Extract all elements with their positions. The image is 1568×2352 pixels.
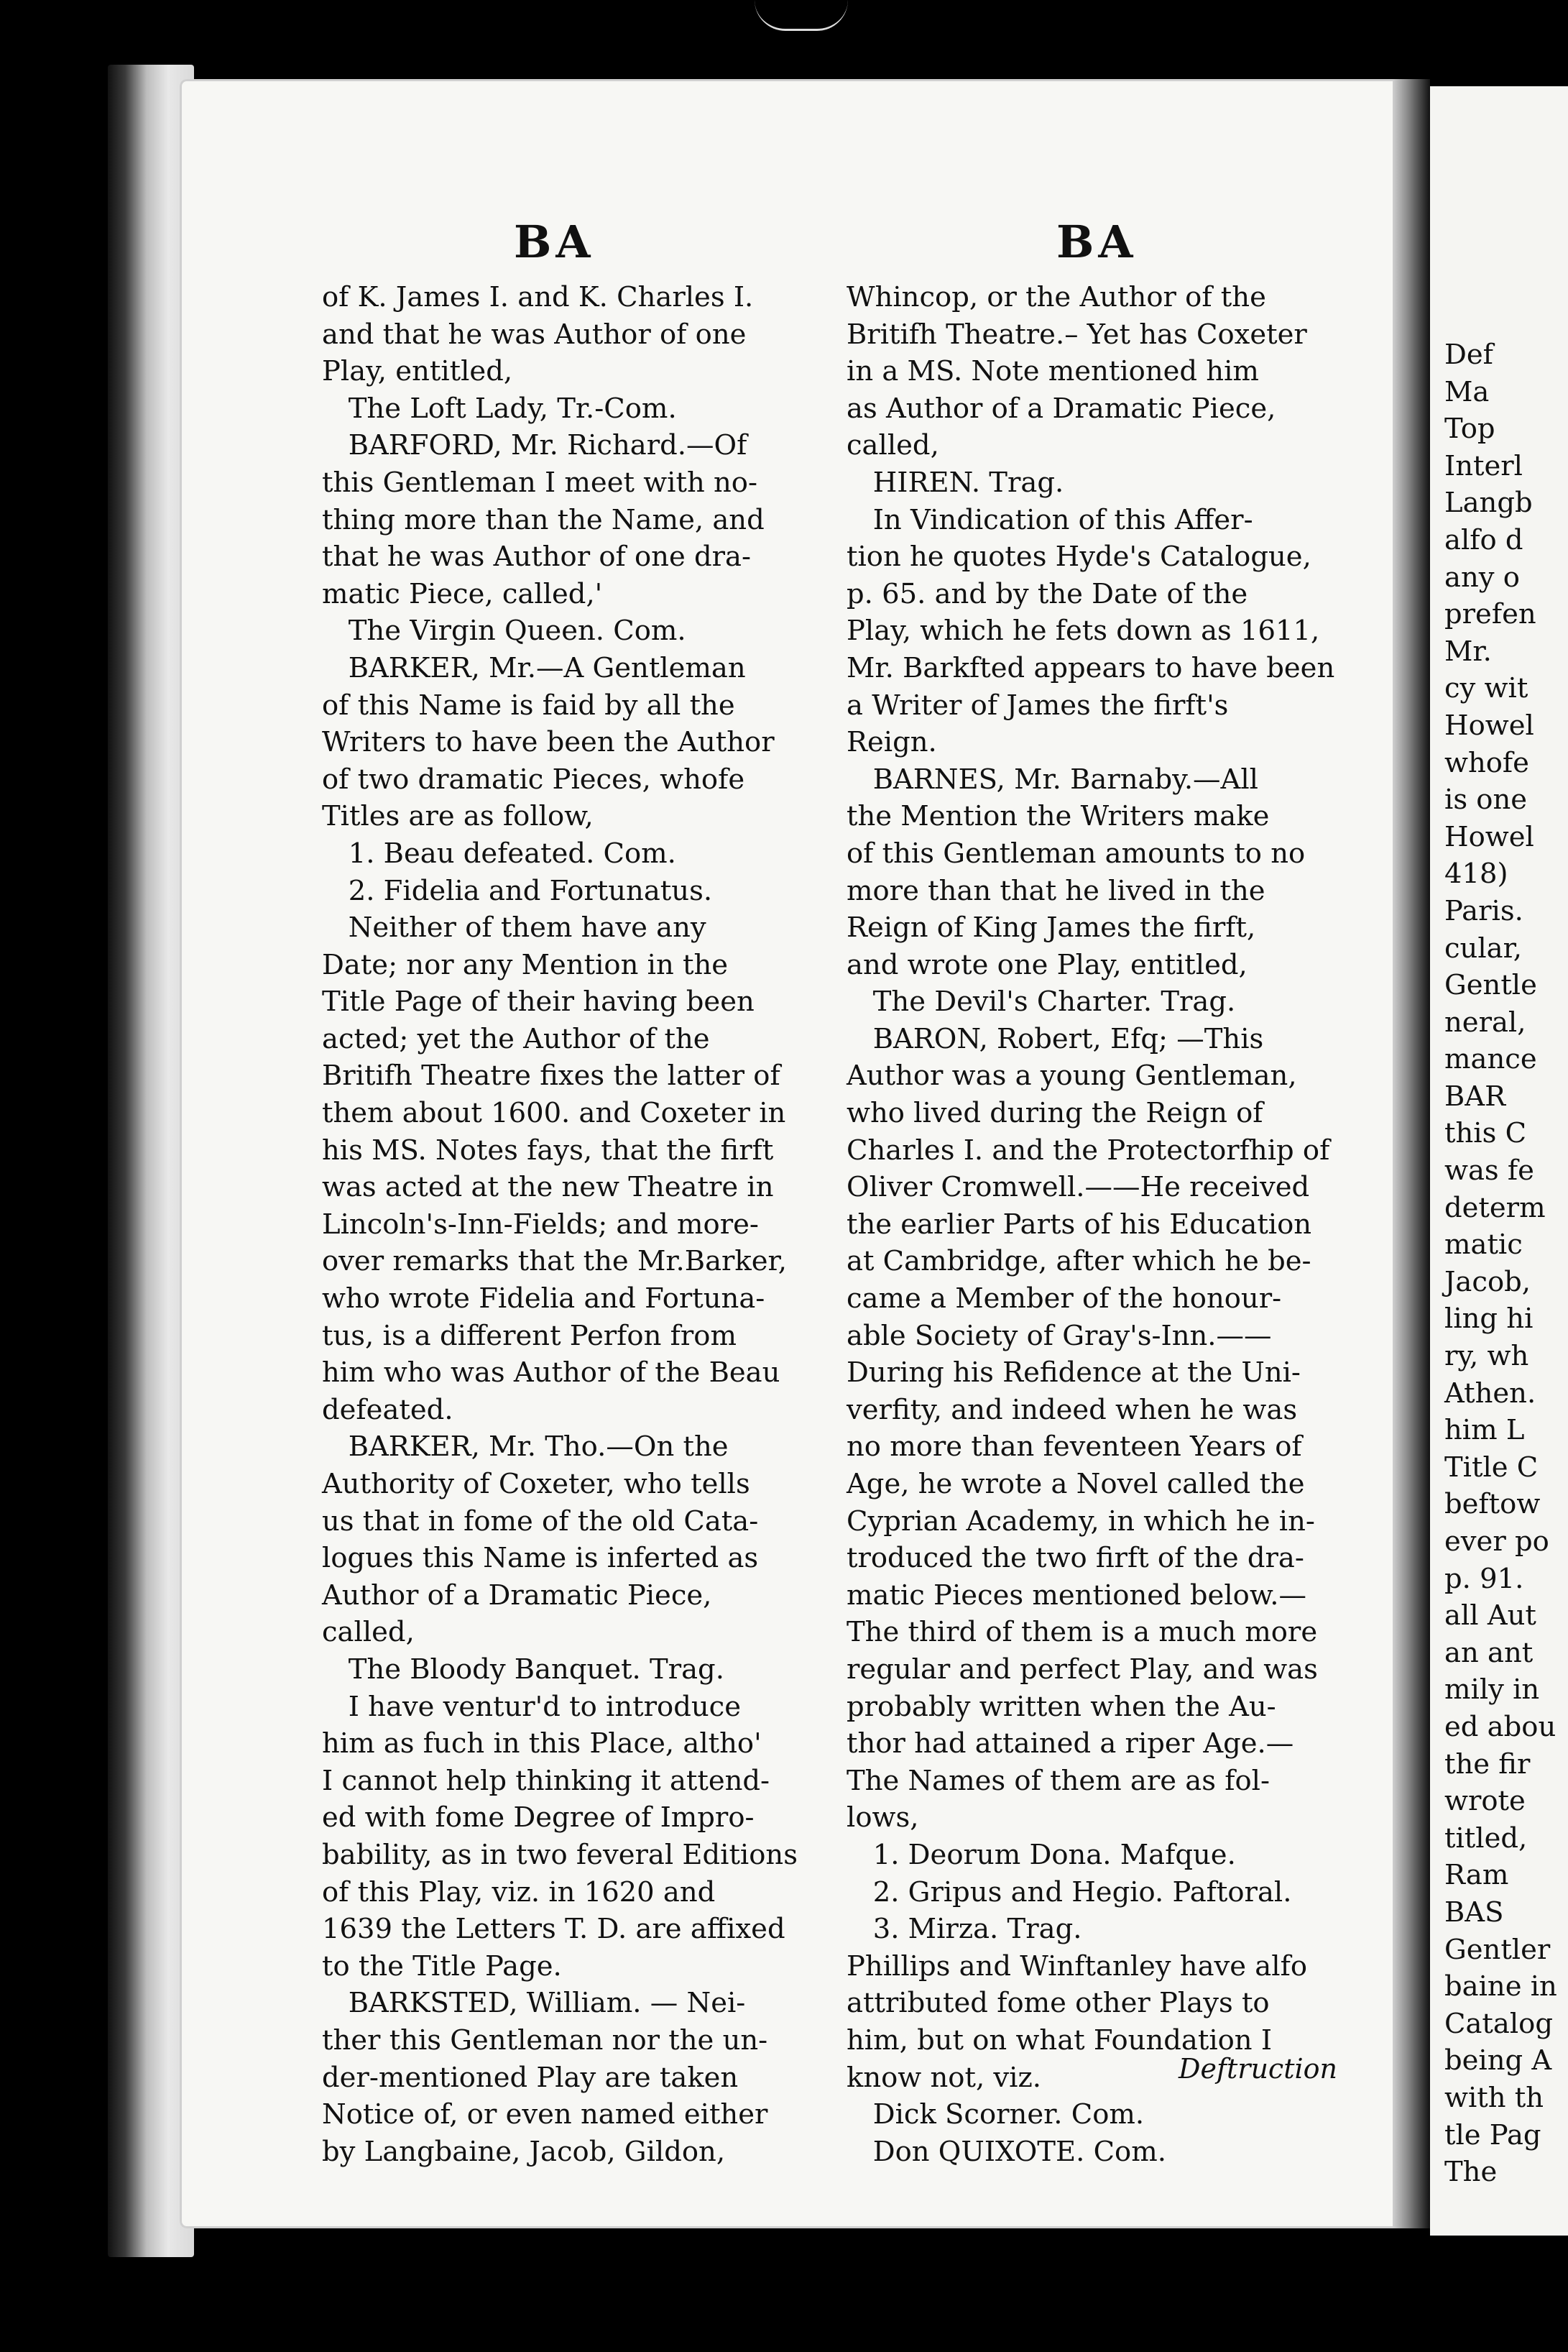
text-line: him, but on what Foundation I <box>847 2023 1273 2057</box>
facing-page-line: being A <box>1444 2044 1552 2077</box>
text-line: Reign. <box>847 726 937 759</box>
text-line: in a MS. Note mentioned him <box>847 355 1259 388</box>
text-line: Play, entitled, <box>322 355 513 388</box>
text-line: Cyprian Academy, in which he in- <box>847 1505 1315 1538</box>
text-line: Titles are as follow, <box>322 800 594 833</box>
text-line: Mr. Barkfted appears to have been <box>847 651 1335 684</box>
facing-page-line: baine in <box>1444 1970 1557 2003</box>
text-line: of K. James I. and K. Charles I. <box>322 281 754 313</box>
text-line: matic Pieces mentioned below.— <box>847 1579 1306 1612</box>
facing-page-line: was fe <box>1444 1154 1534 1188</box>
text-line: Authority of Coxeter, who tells <box>322 1468 750 1500</box>
facing-page-line: The <box>1444 2156 1498 2189</box>
text-line: troduced the two firft of the dra- <box>847 1542 1304 1575</box>
text-line: called, <box>847 429 939 462</box>
facing-page-line: Howel <box>1444 709 1534 742</box>
facing-page-line: Howel <box>1444 820 1534 853</box>
facing-page-line: Paris. <box>1444 894 1523 927</box>
facing-page-line: BAS <box>1444 1896 1504 1929</box>
facing-page-line: Gentler <box>1444 1933 1551 1966</box>
book-gutter <box>1393 79 1430 2228</box>
text-line: verfity, and indeed when he was <box>847 1393 1298 1426</box>
facing-page-line: an ant <box>1444 1636 1534 1669</box>
facing-page-line: 418) <box>1444 858 1508 891</box>
text-line: thing more than the Name, and <box>322 503 765 536</box>
text-line: him who was Author of the Beau <box>322 1356 780 1389</box>
facing-page-line: mance <box>1444 1043 1537 1076</box>
text-line: Date; nor any Mention in the <box>322 948 729 981</box>
text-line: 1. Deorum Dona. Mafque. <box>847 1838 1236 1871</box>
text-line: tus, is a different Perfon from <box>322 1319 737 1352</box>
text-line: us that in fome of the old Cata- <box>322 1505 759 1538</box>
text-line: Lincoln's-Inn-Fields; and more- <box>322 1208 759 1241</box>
facing-page-line: determ <box>1444 1191 1546 1224</box>
text-line: HIREN. Trag. <box>847 466 1064 499</box>
facing-page-line: Athen. <box>1444 1377 1536 1410</box>
text-line: know not, viz. <box>847 2061 1042 2094</box>
text-line: Author of a Dramatic Piece, <box>322 1579 712 1612</box>
facing-page-line: Catalog <box>1444 2007 1553 2040</box>
facing-page-line: cular, <box>1444 932 1523 965</box>
text-line: by Langbaine, Jacob, Gildon, <box>322 2135 726 2168</box>
text-line: Writers to have been the Author <box>322 726 775 759</box>
text-line: who wrote Fidelia and Fortuna- <box>322 1282 765 1315</box>
text-line: probably written when the Au- <box>847 1690 1276 1723</box>
facing-page-line: Ma <box>1444 375 1490 408</box>
text-line: attributed fome other Plays to <box>847 1987 1270 2020</box>
facing-page-line: titled, <box>1444 1822 1528 1855</box>
text-line: and wrote one Play, entitled, <box>847 948 1248 981</box>
text-line: of this Gentleman amounts to no <box>847 837 1306 870</box>
text-line: BARKSTED, William. — Nei- <box>322 1987 746 2020</box>
text-line: Notice of, or even named either <box>322 2098 768 2131</box>
facing-page-line: cy wit <box>1444 672 1528 705</box>
facing-page-line: Mr. <box>1444 635 1492 668</box>
text-line: 1. Beau defeated. Com. <box>322 837 676 870</box>
text-line: Britifh Theatre.– Yet has Coxeter <box>847 318 1307 351</box>
text-line: In Vindication of this Affer- <box>847 503 1253 536</box>
facing-page-line: BAR <box>1444 1080 1506 1113</box>
text-line: more than that he lived in the <box>847 874 1265 907</box>
text-line: who lived during the Reign of <box>847 1097 1263 1130</box>
facing-page-line: ever po <box>1444 1525 1549 1558</box>
facing-page-line: Ram <box>1444 1859 1509 1892</box>
text-line: his MS. Notes fays, that the firft <box>322 1134 774 1167</box>
facing-page-line: any o <box>1444 561 1520 594</box>
text-line: Reign of King James the firft, <box>847 911 1256 945</box>
text-line: lows, <box>847 1801 919 1834</box>
facing-page-line: with th <box>1444 2081 1544 2114</box>
text-line: able Society of Gray's-Inn.—— <box>847 1319 1272 1352</box>
text-line: Phillips and Winftanley have alfo <box>847 1949 1308 1983</box>
facing-page-line: prefen <box>1444 598 1536 631</box>
text-line: the earlier Parts of his Education <box>847 1208 1312 1241</box>
text-line: The third of them is a much more <box>847 1616 1318 1649</box>
facing-page-line: wrote <box>1444 1785 1526 1818</box>
text-line: Whincop, or the Author of the <box>847 281 1266 313</box>
running-head-left: BA <box>514 216 595 268</box>
text-line: over remarks that the Mr.Barker, <box>322 1245 787 1278</box>
facing-page-line: p. 91. <box>1444 1562 1524 1595</box>
text-line: matic Piece, called,' <box>322 577 603 610</box>
facing-page-line: the fir <box>1444 1747 1531 1781</box>
text-line: a Writer of James the firft's <box>847 689 1229 722</box>
text-line: bability, as in two feveral Editions <box>322 1838 798 1871</box>
text-line: der-mentioned Play are taken <box>322 2061 739 2094</box>
text-line: was acted at the new Theatre in <box>322 1171 774 1204</box>
text-line: acted; yet the Author of the <box>322 1022 710 1055</box>
text-line: Charles I. and the Protectorfhip of <box>847 1134 1330 1167</box>
facing-page-line: neral, <box>1444 1006 1526 1039</box>
text-line: Play, which he fets down as 1611, <box>847 615 1320 648</box>
text-line: ed with fome Degree of Impro- <box>322 1801 755 1834</box>
facing-page-line: Jacob, <box>1444 1265 1531 1298</box>
text-line: p. 65. and by the Date of the <box>847 577 1248 610</box>
text-line: BARNES, Mr. Barnaby.—All <box>847 763 1258 796</box>
facing-page-line: Top <box>1444 413 1495 446</box>
text-line: The Loft Lady, Tr.-Com. <box>322 392 677 425</box>
text-line: 1639 the Letters T. D. are affixed <box>322 1913 785 1946</box>
text-line: Author was a young Gentleman, <box>847 1060 1297 1093</box>
text-line: Neither of them have any <box>322 911 706 945</box>
facing-page-line: Langb <box>1444 487 1533 520</box>
facing-page-line: tle Pag <box>1444 2118 1541 2151</box>
text-line: called, <box>322 1616 415 1649</box>
facing-page-line: mily in <box>1444 1673 1540 1706</box>
facing-page-line: beftow <box>1444 1488 1541 1521</box>
text-line: Britifh Theatre fixes the latter of <box>322 1060 780 1093</box>
text-line: thor had attained a riper Age.— <box>847 1727 1294 1760</box>
text-line: as Author of a Dramatic Piece, <box>847 392 1276 425</box>
text-line: them about 1600. and Coxeter in <box>322 1097 786 1130</box>
text-line: Oliver Cromwell.——He received <box>847 1171 1310 1204</box>
text-line: regular and perfect Play, and was <box>847 1653 1318 1686</box>
text-line: Age, he wrote a Novel called the <box>847 1468 1305 1500</box>
running-head-right: BA <box>1056 216 1138 268</box>
text-line: 2. Fidelia and Fortunatus. <box>322 874 713 907</box>
text-line: came a Member of the honour- <box>847 1282 1282 1315</box>
text-line: I cannot help thinking it attend- <box>322 1764 770 1797</box>
text-line: Dick Scorner. Com. <box>847 2098 1145 2131</box>
text-line: of this Play, viz. in 1620 and <box>322 1875 716 1908</box>
text-line: of this Name is faid by all the <box>322 689 735 722</box>
text-line: BARON, Robert, Efq; —This <box>847 1022 1264 1055</box>
text-line: 2. Gripus and Hegio. Paftoral. <box>847 1875 1292 1908</box>
facing-page-line: Def <box>1444 339 1493 371</box>
facing-page-text <box>1444 336 1568 2191</box>
text-column-right <box>847 279 1339 2170</box>
text-line: BARFORD, Mr. Richard.—Of <box>322 429 747 462</box>
facing-page-line: Gentle <box>1444 969 1537 1002</box>
facing-page-line: matic <box>1444 1228 1523 1262</box>
facing-page-line: whofe <box>1444 746 1529 779</box>
facing-page-line: all Aut <box>1444 1599 1536 1632</box>
text-line: I have ventur'd to introduce <box>322 1690 741 1723</box>
catchword: Deftruction <box>1179 2053 1337 2085</box>
text-line: no more than feventeen Years of <box>847 1430 1302 1464</box>
facing-page-fragment <box>1430 86 1568 2236</box>
text-line: logues this Name is inferted as <box>322 1542 759 1575</box>
text-line: The Devil's Charter. Trag. <box>847 986 1236 1019</box>
facing-page-line: is one <box>1444 784 1528 817</box>
text-line: to the Title Page. <box>322 1949 562 1983</box>
text-line: of two dramatic Pieces, whofe <box>322 763 745 796</box>
text-line: and that he was Author of one <box>322 318 747 351</box>
text-line: him as fuch in this Place, altho' <box>322 1727 762 1760</box>
text-line: The Names of them are as fol- <box>847 1764 1270 1797</box>
text-line: BARKER, Mr. Tho.—On the <box>322 1430 729 1464</box>
text-line: ther this Gentleman nor the un- <box>322 2023 768 2057</box>
scan-edge-mark <box>755 0 848 31</box>
facing-page-line: Title C <box>1444 1451 1539 1484</box>
text-line: that he was Author of one dra- <box>322 541 752 574</box>
facing-page-line: Interl <box>1444 449 1523 482</box>
text-line: Don QUIXOTE. Com. <box>847 2135 1166 2168</box>
text-line: The Virgin Queen. Com. <box>322 615 686 648</box>
text-column-left <box>322 279 819 2170</box>
text-line: BARKER, Mr.—A Gentleman <box>322 651 746 684</box>
text-line: During his Refidence at the Uni- <box>847 1356 1301 1389</box>
facing-page-line: this C <box>1444 1117 1527 1150</box>
text-line: 3. Mirza. Trag. <box>847 1913 1082 1946</box>
text-line: at Cambridge, after which he be- <box>847 1245 1311 1278</box>
text-line: the Mention the Writers make <box>847 800 1270 833</box>
text-line: defeated. <box>322 1393 453 1426</box>
facing-page-line: ling hi <box>1444 1303 1534 1336</box>
facing-page-line: ed abou <box>1444 1710 1557 1743</box>
facing-page-line: alfo d <box>1444 523 1523 556</box>
text-line: this Gentleman I meet with no- <box>322 466 757 499</box>
facing-page-line: ry, wh <box>1444 1340 1529 1373</box>
text-line: tion he quotes Hyde's Catalogue, <box>847 541 1311 574</box>
text-line: Title Page of their having been <box>322 986 755 1019</box>
text-line: The Bloody Banquet. Trag. <box>322 1653 724 1686</box>
facing-page-line: him L <box>1444 1414 1525 1447</box>
